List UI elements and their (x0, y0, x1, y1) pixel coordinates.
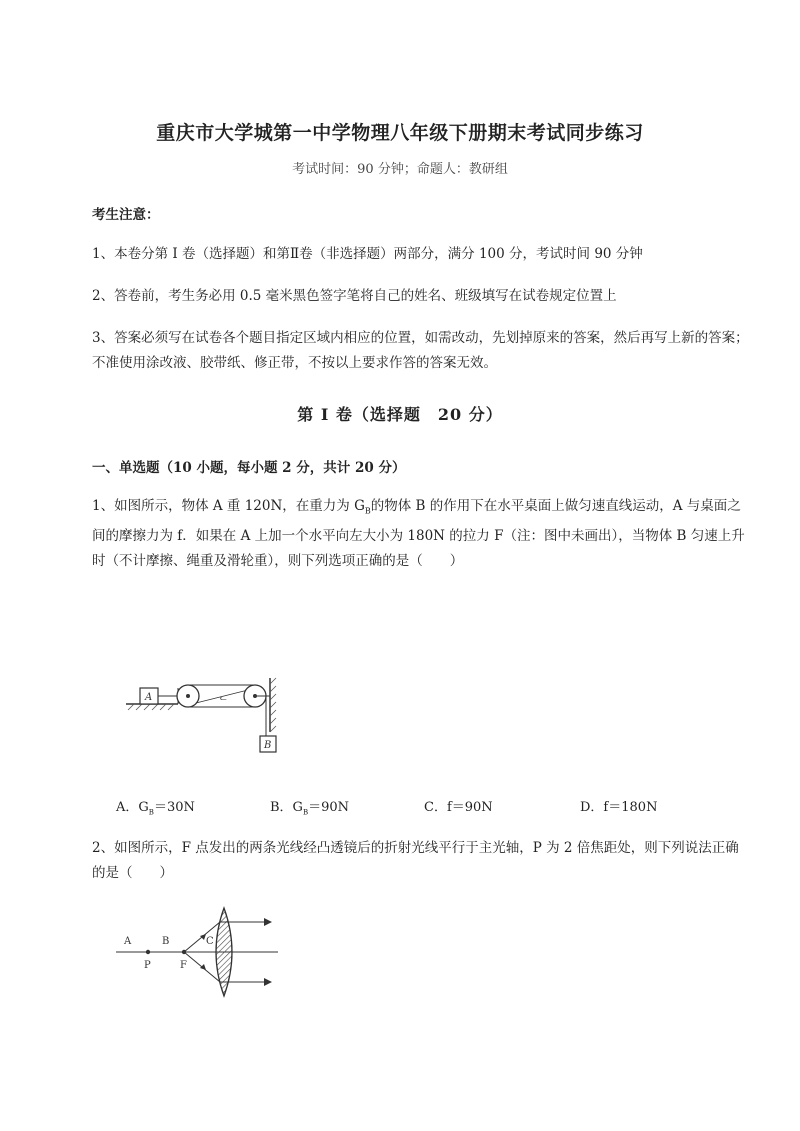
option-d[interactable]: D．f＝180N (580, 800, 658, 815)
option-b[interactable]: B．$G_B=90N$ (270, 800, 350, 817)
pulley-system-figure (120, 670, 300, 770)
svg-text:B: B (162, 936, 170, 947)
exam-info: 考试时间：90 分钟；命题人：教研组 (292, 162, 508, 177)
notice-item-3: 3、答案必须写在试卷各个题目指定区域内相应的位置，如需改动，先划掉原来的答案，然后再写上新的答案；不准使用涂改液、胶带纸、修正带，不按以上要求作答的答案无效。 (92, 330, 749, 371)
svg-text:B: B (264, 740, 272, 751)
part-heading: 一、单选题（10 小题，每小题 2 分，共计 20 分） (92, 460, 406, 476)
notice-item-2: 2、答卷前，考生务必用 0.5 毫米黑色签字笔将自己的姓名、班级填写在试卷规定位置上 (92, 288, 617, 304)
option-a[interactable]: A．$G_B=30N$ (116, 800, 195, 817)
notice-heading: 考生注意： (92, 207, 160, 223)
svg-text:P: P (144, 960, 151, 971)
svg-text:ᓚ: ᓚ (220, 693, 227, 702)
svg-text:F: F (180, 960, 187, 971)
document-title: 重庆市大学城第一中学物理八年级下册期末考试同步练习 (156, 122, 644, 144)
question-1-text: 1、如图所示，物体 A 重 120N，在重力为 $G_B$的物体 B 的作用下在水平桌面上做匀速直线运动，A 与桌面之间的摩擦力为 f．如果在 A 上加一个水平向左大小为 180N 的拉力 F（注：图中未画出），当物体 B 匀速上升时（不计摩擦、绳重及滑轮重），则下列选项正确的是（ ） (92, 498, 745, 569)
svg-text:A: A (124, 936, 132, 947)
option-c[interactable]: C．f＝90N (424, 800, 493, 815)
convex-lens (216, 908, 232, 996)
notice-item-1: 1、本卷分第 I 卷（选择题）和第Ⅱ卷（非选择题）两部分，满分 100 分，考试时间 90 分钟 (92, 246, 643, 262)
section-title: 第 I 卷（选择题 20 分） (297, 405, 503, 424)
svg-text:A: A (145, 692, 153, 703)
question-2-text: 2、如图所示，F 点发出的两条光线经凸透镜后的折射光线平行于主光轴，P 为 2 倍焦距处，则下列说法正确的是（ ） (92, 840, 739, 881)
convex-lens-figure (112, 900, 282, 1000)
svg-text:C: C (206, 936, 214, 947)
